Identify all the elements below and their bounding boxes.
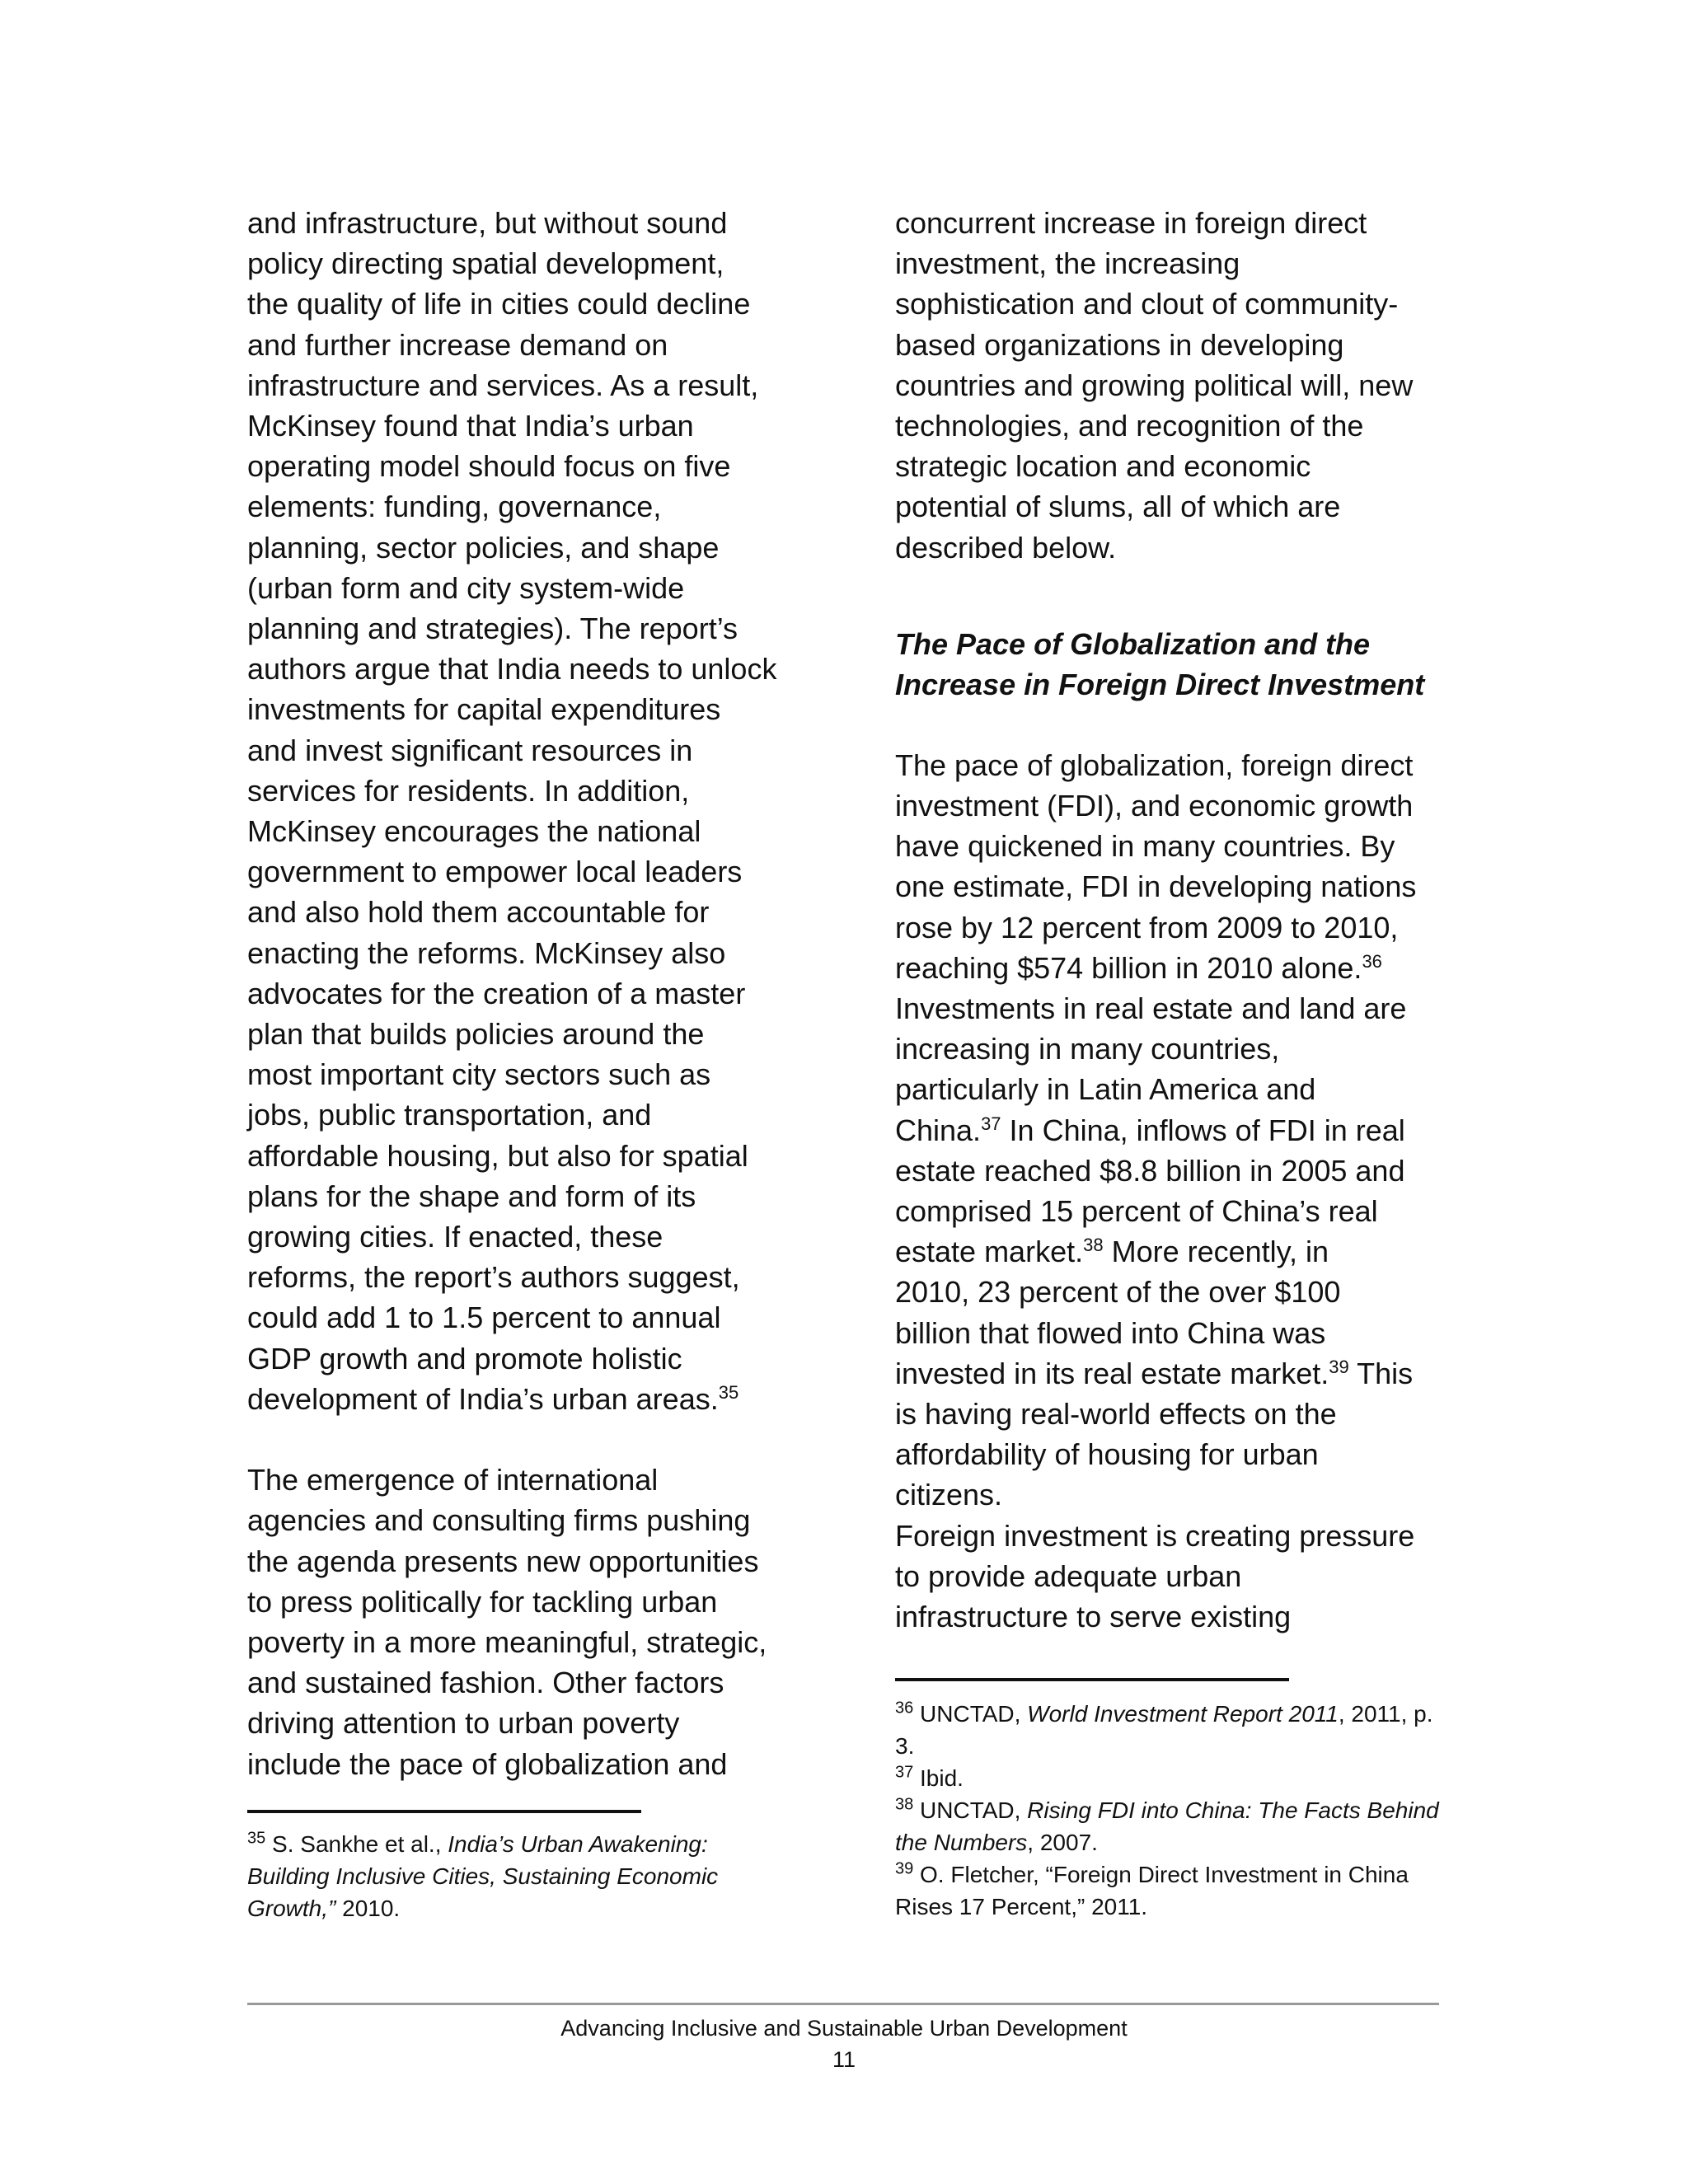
footnote-36-source: UNCTAD, xyxy=(913,1701,1028,1727)
footnote-36-title: World Investment Report 2011 xyxy=(1027,1701,1339,1727)
footnote-ref-39: 39 xyxy=(1329,1356,1349,1377)
left-footnote-rule xyxy=(247,1810,641,1813)
footnote-ref-35: 35 xyxy=(718,1381,739,1403)
right-paragraph-globalization xyxy=(895,745,1456,1637)
fdi-text-e: This is having real-world effects on the affordability of housing for urban citizens. Foreign investment is creating pressure to provide adequate urban infrastructure to serve existing xyxy=(895,1356,1415,1634)
footnote-39 xyxy=(895,1858,1456,1923)
footnote-ref-38: 38 xyxy=(1083,1235,1104,1256)
footnote-38 xyxy=(895,1794,1456,1858)
footnote-ref-37: 37 xyxy=(981,1113,1001,1134)
page-number: 11 xyxy=(832,2047,856,2072)
footnote-38-tail: , 2007. xyxy=(1027,1830,1098,1855)
left-paragraph-1-text: and infrastructure, but without sound policy directing spatial development, the quality of life in cities could decline and further increase demand on infrastructure and services. As a result, McKinsey found that India’s urban operating model should focus on five elements: funding, governance, planning, sector policies, and shape (urban form and city system-wide planning and strategies). The report’s authors argue that India needs to unlock investments for capital expenditures and invest significant resources in services for residents. In addition, McKinsey encourages the national government to empower local leaders and also hold them accountable for enacting the reforms. McKinsey also advocates for the creation of a master plan that builds policies around the most important city sectors such as jobs, public transportation, and affordable housing, but also for spatial plans for the shape and form of its growing cities. If enacted, these reforms, the report’s authors suggest, could add 1 to 1.5 percent to annual GDP growth and promote holistic development of India’s urban areas. xyxy=(247,206,777,1416)
right-footnote-rule xyxy=(895,1678,1289,1681)
footnote-38-title: Rising FDI into China: The Facts Behind the Numbers xyxy=(895,1797,1439,1855)
footnote-36 xyxy=(895,1698,1456,1762)
footnote-37-text: Ibid. xyxy=(913,1765,964,1791)
fdi-text-a: The pace of globalization, foreign direct investment (FDI), and economic growth have quickened in many countries. By one estimate, FDI in developing nations rose by 12 percent from 2009 to 2010, reaching $574 billion in 2010 alone. xyxy=(895,748,1417,985)
fdi-text-c: In China, inflows of FDI in real estate reached $8.8 billion in 2005 and comprised 15 percent of China’s real estate market. xyxy=(895,1113,1405,1269)
right-paragraph-concurrent: concurrent increase in foreign direct investment, the increasing sophistication and clout of community- based organizations in developing countries and growing political will, new technologies, and recognition of the strategic location and economic potential of slums, all of which are described below. xyxy=(895,206,1414,565)
footnote-35 xyxy=(247,1828,742,1924)
section-heading: The Pace of Globalization and the Increase in Foreign Direct Investment xyxy=(895,626,1425,701)
footer-title: Advancing Inclusive and Sustainable Urban Development xyxy=(560,2016,1128,2041)
left-paragraph-emergence: The emergence of international agencies and consulting firms pushing the agenda presents new opportunities to press politically for tackling urban poverty in a more meaningful, strategic, and sustained fashion. Other factors driving attention to urban poverty include the pace of globalization and xyxy=(247,1463,767,1781)
footnote-36-tail: , 2011, p. 3. xyxy=(895,1701,1433,1759)
footnote-38-source: UNCTAD, xyxy=(913,1797,1028,1823)
footnote-37-number: 37 xyxy=(895,1763,914,1782)
fdi-text-b: Investments in real estate and land are increasing in many countries, particularly in Latin America and China. xyxy=(895,991,1407,1147)
footnote-38-number: 38 xyxy=(895,1795,914,1814)
footnote-35-year: 2010. xyxy=(335,1896,401,1921)
right-column xyxy=(895,203,1456,1637)
footnote-35-author: S. Sankhe et al., xyxy=(265,1831,448,1857)
footnote-39-text: O. Fletcher, “Foreign Direct Investment in China Rises 17 Percent,” 2011. xyxy=(895,1862,1409,1919)
footnote-ref-36: 36 xyxy=(1362,950,1382,972)
footnote-35-number: 35 xyxy=(247,1829,266,1848)
footnote-36-number: 36 xyxy=(895,1699,914,1718)
left-paragraph-mckinsey xyxy=(247,203,824,1419)
footer-rule xyxy=(247,2003,1439,2005)
footnote-35-title: India’s Urban Awakening: Building Inclusive Cities, Sustaining Economic Growth,” xyxy=(247,1831,719,1921)
fdi-text-d: More recently, in 2010, 23 percent of the over $100 billion that flowed into China was invested in its real estate market. xyxy=(895,1235,1341,1390)
footnote-37 xyxy=(895,1762,1456,1794)
footnote-39-number: 39 xyxy=(895,1859,914,1878)
left-column xyxy=(247,203,824,1784)
right-footnotes xyxy=(895,1698,1456,1923)
